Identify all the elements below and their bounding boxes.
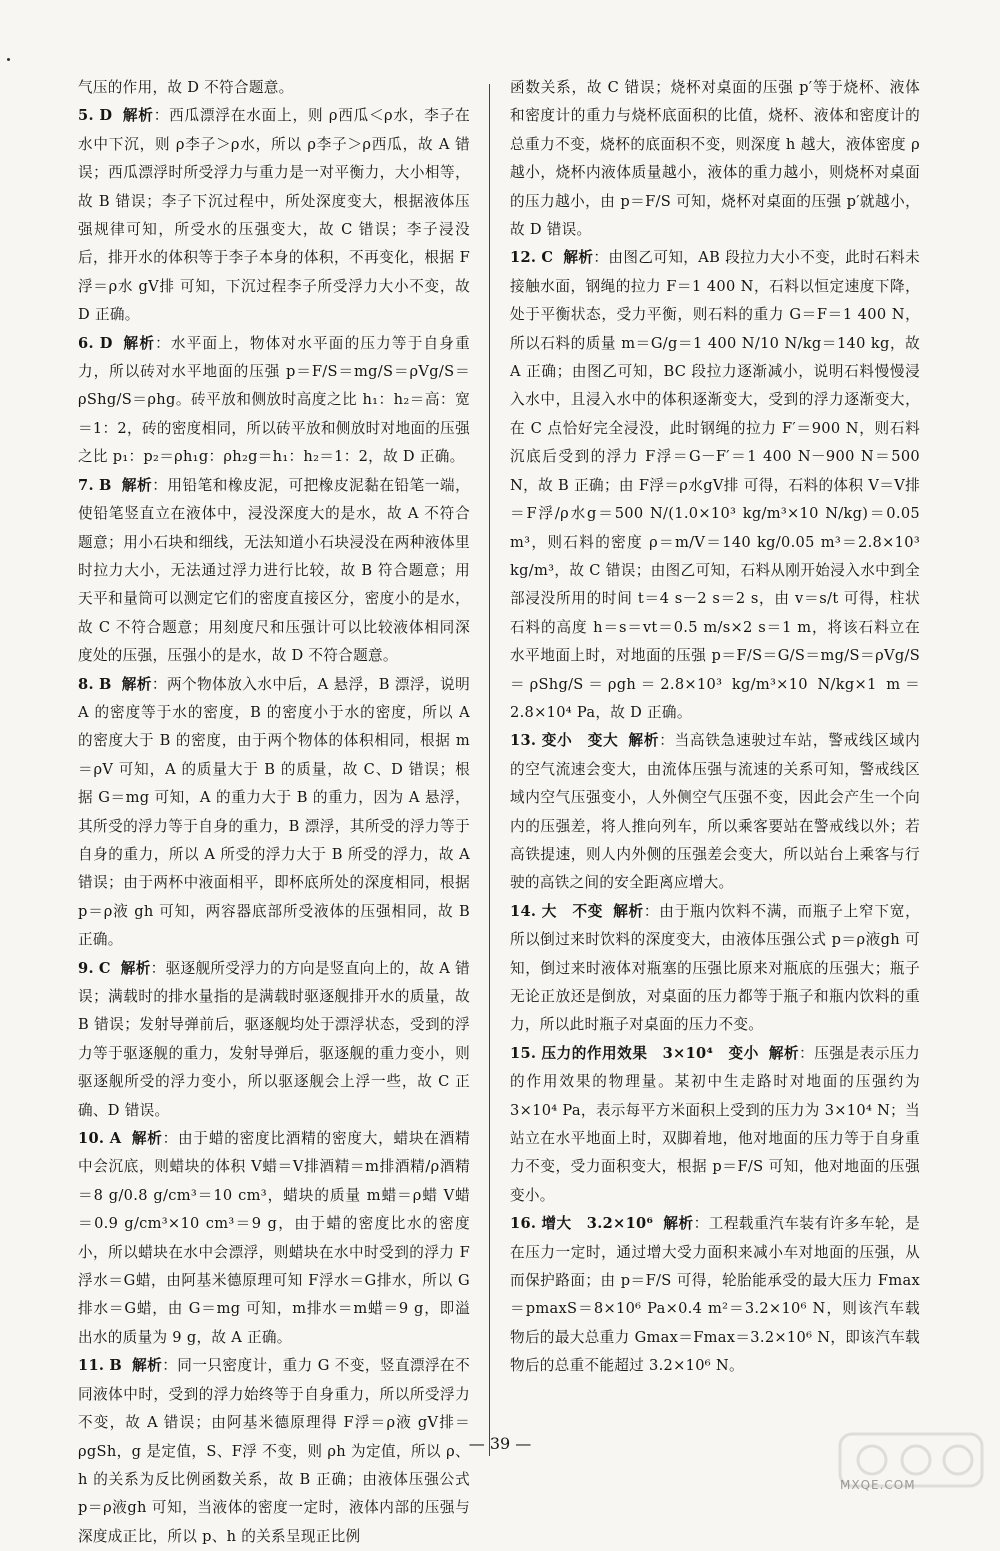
answer-choice: 增大 3.2×10⁶ (541, 1215, 654, 1233)
answer-choice: A (109, 1130, 122, 1148)
left-column (78, 74, 470, 1551)
analysis-label: 解析 (131, 1130, 163, 1148)
analysis-text: ：当高铁急速驶过车站，警戒线区域内的空气流速会变大，由流体压强与流速的关系可知，警戒线区域内空气压强变小，人外侧空气压强不变，因此会产生一个向内的压强差，将人推向列车，所以乘客要站在警戒线以外；若高铁提速，则人内外侧的压强差会变大，所以站台上乘客与行驶的高铁之间的安全距离应增大。 (510, 732, 920, 892)
answer-choice: 变小 变大 (541, 732, 619, 750)
analysis-text: ：工程载重汽车装有许多车轮，是在压力一定时，通过增大受力面积来减小车对地面的压强，从而保护路面；由 p＝F/S 可得，轮胎能承受的最大压力 Fmax＝pmaxS＝8×10⁶ Pa×0.4 m²＝3.2×10⁶ N，则该汽车载物后的最大总重力 Gmax＝Fmax＝3.2×10⁶ N，即该汽车载物后的总重不能超过 3.2×10⁶ N。 (510, 1215, 920, 1375)
analysis-text: ：由图乙可知，AB 段拉力大小不变，此时石料未接触水面，钢绳的拉力 F＝1 400 N，石料以恒定速度下降，处于平衡状态，受力平衡，则石料的重力 G＝F＝1 400 N，所以石料的质量 m＝G/g＝1 400 N/10 N/kg＝140 kg，故 A 正确；由图乙可知，BC 段拉力逐渐减小，说明石料慢慢浸入水中，且浸入水中的体积逐渐变大，受到的浮力逐渐变大，在 C 点恰好完全浸没，此时钢绳的拉力 F′＝900 N，则石料沉底后受到的浮力 F浮＝G－F′＝1 400 N－900 N＝500 N，故 B 正确；由 F浮＝ρ水gV排 可得，石料的体积 V＝V排＝F浮/ρ水g＝500 N/(1.0×10³ kg/m³×10 N/kg)＝0.05 m³，则石料的密度 ρ＝m/V＝140 kg/0.05 m³＝2.8×10³ kg/m³，故 C 错误；由图乙可知，石料从刚开始浸入水中到全部浸没所用的时间 t＝4 s－2 s＝2 s，由 v＝s/t 可得，柱状石料的高度 h＝s＝vt＝0.5 m/s×2 s＝1 m，将该石料立在水平地面上时，对地面的压强 p＝F/S＝G/S＝mg/S＝ρVg/S＝ρShg/S＝ρgh＝2.8×10³ kg/m³×10 N/kg×1 m＝2.8×10⁴ Pa，故 D 正确。 (510, 249, 920, 721)
answer-choice: B (98, 675, 112, 693)
answer-choice: B (109, 1357, 123, 1375)
question-number: 15. (510, 1044, 537, 1062)
answer-choice: B (99, 476, 112, 494)
answer-item (78, 1125, 470, 1352)
analysis-label: 解析 (768, 1044, 800, 1062)
question-number: 12. (510, 249, 537, 267)
question-number: 14. (510, 902, 537, 920)
analysis-text: ：由于瓶内饮料不满，而瓶子上窄下宽，所以倒过来时饮料的深度变大，由液体压强公式 p＝ρ液gh 可知，倒过来时液体对瓶塞的压强比原来对瓶底的压强大；瓶子无论正放还是倒放，对桌面的压力都等于瓶子和瓶内饮料的重力，所以此时瓶子对桌面的压力不变。 (510, 902, 921, 1034)
answer-choice: C (541, 249, 554, 267)
analysis-text: ：水平面上，物体对水平面的压力等于自身重力，所以砖对水平地面的压强 p＝F/S＝mg/S＝ρVg/S＝ρShg/S＝ρhg。砖平放和侧放时高度之比 h₁：h₂＝高：宽＝1：2，砖的密度相同，所以砖平放和侧放时对地面的压强之比 p₁：p₂＝ρh₁g：ρh₂g＝h₁：h₂＝1：2，故 D 正确。 (78, 334, 470, 466)
question-number: 11. (78, 1357, 105, 1375)
question-number: 9. (78, 959, 94, 977)
page-number: — 39 — (468, 1434, 532, 1453)
right-answer-list (510, 244, 920, 1380)
answer-item (78, 330, 470, 472)
answer-item (78, 955, 470, 1125)
answer-item (510, 1040, 920, 1210)
left-answer-list (78, 102, 470, 1551)
right-column (510, 74, 920, 1381)
question-number: 16. (510, 1215, 537, 1233)
answer-item (78, 671, 470, 955)
analysis-text: ：两个物体放入水中后，A 悬浮，B 漂浮，说明 A 的密度等于水的密度，B 的密度小于水的密度，所以 A 的密度大于 B 的密度，由于两个物体的体积相同，根据 m＝ρV 可知，A 的质量大于 B 的质量，故 C、D 错误；根据 G＝mg 可知，A 的重力大于 B 的重力，因为 A 悬浮，其所受的浮力等于自身的重力，B 漂浮，其所受的浮力等于自身的重力，所以 A 所受的浮力大于 B 所受的浮力，故 A 错误；由于两杯中液面相平，即杯底所处的深度相同，根据 p＝ρ液 gh 可知，两容器底部所受液体的压强相同，故 B 正确。 (78, 675, 470, 949)
analysis-label: 解析 (613, 902, 644, 920)
analysis-label: 解析 (122, 334, 156, 352)
watermark-text: MXQE.COM (840, 1478, 916, 1492)
analysis-text: ：驱逐舰所受浮力的方向是竖直向上的，故 A 错误；满载时的排水量指的是满载时驱逐舰排开水的质量，故 B 错误；发射导弹前后，驱逐舰均处于漂浮状态，受到的浮力等于驱逐舰的重力，发射导弹后，驱逐舰的重力变小，则驱逐舰所受的浮力变小，所以驱逐舰会上浮一些，故 C 正确、D 错误。 (78, 959, 470, 1119)
answer-choice: C (98, 959, 111, 977)
analysis-text: ：用铅笔和橡皮泥，可把橡皮泥黏在铅笔一端，使铅笔竖直立在液体中，浸没深度大的是水，故 A 不符合题意；用小石块和细线，无法知道小石块浸没在两种液体里时拉力大小，无法通过浮力进行比较，故 B 符合题意；用天平和量筒可以测定它们的密度直接区分，密度小的是水，故 C 不符合题意；用刻度尺和压强计可以比较液体相同深度处的压强，压强小的是水，故 D 不符合题意。 (78, 476, 470, 665)
answer-item (510, 1210, 920, 1380)
analysis-label: 解析 (122, 107, 154, 125)
question-number: 10. (78, 1130, 105, 1148)
analysis-text: ：同一只密度计，重力 G 不变，竖直漂浮在不同液体中时，受到的浮力始终等于自身重力，所以所受浮力不变，故 A 错误；由阿基米德原理得 F浮＝ρ液 gV排＝ρgSh，g 是定值，S、F浮 不变，则 ρh 为定值，所以 ρ、h 的关系为反比例函数关系，故 B 正确；由液体压强公式 p＝ρ液gh 可知，当液体的密度一定时，液体内部的压强与深度成正比，所以 p、h 的关系呈现正比例 (78, 1357, 470, 1545)
answer-item (78, 472, 470, 671)
analysis-text: ：由于蜡的密度比酒精的密度大，蜡块在酒精中会沉底，则蜡块的体积 V蜡＝V排酒精＝m排酒精/ρ酒精＝8 g/0.8 g/cm³＝10 cm³，蜡块的质量 m蜡＝ρ蜡 V蜡＝0.9 g/cm³×10 cm³＝9 g，由于蜡的密度比水的密度小，所以蜡块在水中会漂浮，则蜡块在水中时受到的浮力 F浮水＝G蜡，由阿基米德原理可知 F浮水＝G排水，所以 G排水＝G蜡，由 G＝mg 可知，m排水＝m蜡＝9 g，即溢出水的质量为 9 g，故 A 正确。 (78, 1130, 470, 1346)
answer-choice: D (99, 107, 113, 125)
analysis-label: 解析 (120, 959, 151, 977)
analysis-text: ：压强是表示压力的作用效果的物理量。某初中生走路时对地面的压强约为 3×10⁴ Pa，表示每平方米面积上受到的压力为 3×10⁴ N；当站立在水平地面上时，双脚着地，他对地面的压力等于自身重力不变，受力面积变大，根据 p＝F/S 可知，他对地面的压强变小。 (510, 1044, 920, 1204)
analysis-label: 解析 (628, 732, 660, 750)
answer-choice: 压力的作用效果 3×10⁴ 变小 (541, 1044, 759, 1062)
analysis-label: 解析 (663, 1215, 694, 1233)
answer-item (510, 244, 920, 727)
answer-choice: 大 不变 (541, 902, 604, 920)
left-continuation: 气压的作用，故 D 不符合题意。 (78, 79, 294, 96)
answer-item (78, 102, 470, 329)
margin-dot (7, 58, 10, 61)
answer-item (510, 898, 920, 1040)
question-number: 8. (78, 675, 94, 693)
question-number: 13. (510, 732, 537, 750)
column-divider (489, 84, 490, 1456)
question-number: 5. (78, 107, 94, 125)
analysis-label: 解析 (132, 1357, 163, 1375)
analysis-text: ：西瓜漂浮在水面上，则 ρ西瓜＜ρ水，李子在水中下沉，则 ρ李子＞ρ水，所以 ρ李子＞ρ西瓜，故 A 错误；西瓜漂浮时所受浮力与重力是一对平衡力，大小相等，故 B 错误；李子下沉过程中，所处深度变大，根据液体压强规律可知，所受水的压强变大，故 C 错误；李子浸没后，排开水的体积等于李子本身的体积，不再变化，根据 F浮＝ρ水 gV排 可知，下沉过程李子所受浮力大小不变，故 D 正确。 (78, 107, 470, 324)
right-continuation: 函数关系，故 C 错误；烧杯对桌面的压强 p′等于烧杯、液体和密度计的重力与烧杯底面积的比值，烧杯、液体和密度计的总重力不变，烧杯的底面积不变，则深度 h 越大，液体密度 ρ 越小，烧杯内液体质量越小，液体的重力越小，则烧杯对桌面的压力越小，由 p＝F/S 可知，烧杯对桌面的压强 p′就越小，故 D 错误。 (510, 79, 920, 239)
analysis-label: 解析 (121, 675, 152, 693)
analysis-label: 解析 (121, 476, 153, 494)
analysis-label: 解析 (563, 249, 594, 267)
question-number: 7. (78, 476, 94, 494)
answer-item (510, 727, 920, 897)
question-number: 6. (78, 334, 94, 352)
answer-choice: D (99, 334, 113, 352)
